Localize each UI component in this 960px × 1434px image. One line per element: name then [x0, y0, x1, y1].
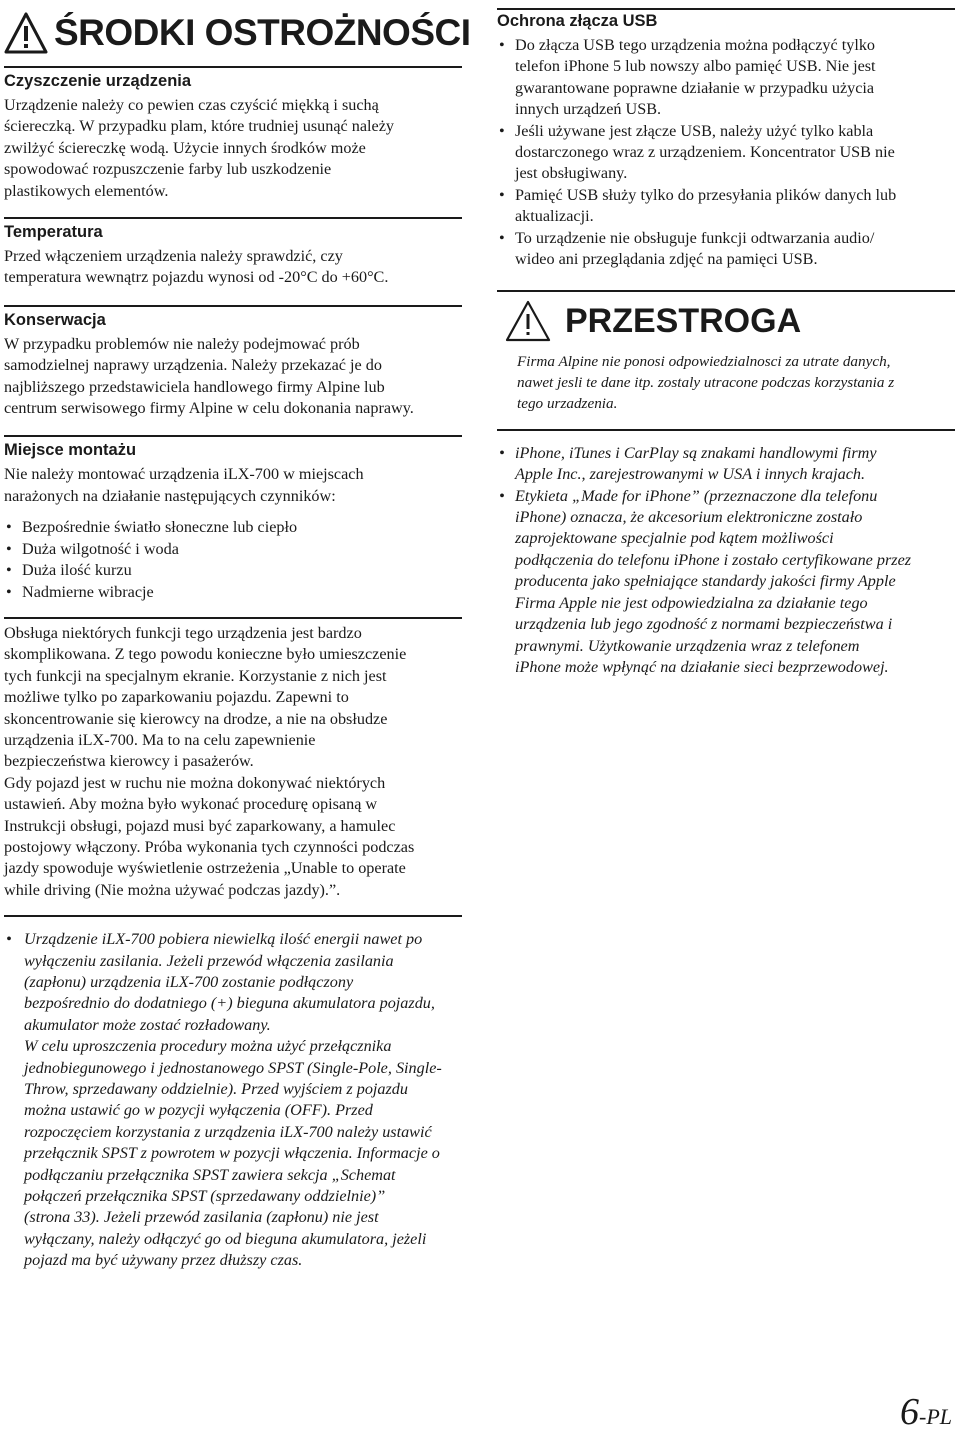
text-line: gwarantowane poprawne działanie w przypadku użycia: [515, 78, 875, 97]
text-line: iPhone może wpłynąć na działanie sieci bezprzewodowej.: [515, 657, 889, 676]
text-line: postojowy włączony. Próba wykonania tych czynności podczas: [4, 837, 415, 856]
text-line: tego urzadzenia.: [517, 395, 618, 413]
section-title-maintenance: Konserwacja: [4, 310, 106, 329]
text-line: Throw, sprzedawany oddzielnie). Przed wyjściem z pojazdu: [24, 1080, 408, 1099]
mounting-conditions-list: [4, 517, 462, 603]
text-line: Gdy pojazd jest w ruchu nie można dokonywać niektórych: [4, 773, 386, 792]
text-line: jednobiegunowego i jednostanowego SPST (Single-Pole, Single-: [24, 1058, 442, 1077]
text-line: W celu uproszczenia procedury można użyć przełącznika: [24, 1037, 392, 1056]
text-line: • iPhone, iTunes i CarPlay są znakami handlowymi firmy: [515, 443, 877, 462]
text-line: (strona 33). Jeżeli przewód zasilania (zapłonu) nie jest: [24, 1208, 379, 1227]
list-item: [4, 929, 462, 1272]
right-column: [497, 0, 955, 678]
text-line: pojazd ma być używany przez dłuższy czas.: [24, 1251, 303, 1270]
page-number: [900, 1390, 952, 1434]
text-line: Firma Apple nie jest odpowiedzialna za działanie tego: [515, 593, 868, 612]
list-item: • Bezpośrednie światło słoneczne lub ciepło: [4, 517, 462, 538]
text-line: Firma Alpine nie ponosi odpowiedzialnosci za utrate danych,: [517, 353, 891, 371]
list-item: [497, 228, 955, 271]
text-line: bezpośrednio do dodatniego (+) bieguna akumulatora pojazdu,: [24, 994, 435, 1013]
caution-title: PRZESTROGA: [565, 301, 802, 340]
text-line: rozpoczęciem korzystania z urządzenia iLX-700 należy ustawić: [24, 1122, 432, 1141]
text-line: Urządzenie należy co pewien czas czyścić miękką i suchą: [4, 96, 379, 114]
page-number-value: 6: [900, 1391, 919, 1433]
section-title-mounting: Miejsce montażu: [4, 441, 137, 460]
text-line: iPhone) oznacza, że akcesorium elektroniczne zostało: [515, 508, 863, 527]
text-line: while driving (Nie można używać podczas jazdy).”.: [4, 880, 341, 899]
section-maintenance: [4, 305, 462, 420]
cleaning-text: [4, 95, 462, 202]
text-line: bezpieczeństwa kierowcy i pasażerów.: [4, 752, 254, 771]
text-line: aktualizacji.: [515, 207, 594, 226]
section-caution: [497, 290, 955, 414]
text-line: przełącznik SPST z powrotem w pozycji włączenia. Informacje o: [24, 1144, 440, 1163]
section-mounting: [4, 435, 462, 602]
text-line: spowodować rozpuszczenie farby lub uszkodzenie: [4, 160, 332, 179]
section-title-usb: Ochrona złącza USB: [497, 12, 658, 30]
text-line: (zapłonu) urządzenia iLX-700 zostanie podłączony: [24, 973, 354, 991]
left-column: [4, 0, 471, 1272]
section-usb: [497, 8, 955, 270]
operation-text: [4, 623, 462, 901]
trademarks-list: [497, 443, 955, 678]
text-line: urządzenia iLX-700. Ma to na celu zapewnienie: [4, 730, 316, 749]
caution-text: [497, 352, 955, 414]
section-temperature: [4, 217, 462, 289]
text-line: można ustawić go w pozycji wyłączenia (OFF). Przed: [24, 1101, 373, 1120]
power-note-list: [4, 929, 462, 1272]
list-item: [497, 443, 955, 486]
text-line: nawet jesli te dane itp. zostaly utracone podczas korzystania z: [517, 374, 895, 392]
text-line: Instrukcji obsługi, pojazd musi być zaparkowany, a hamulec: [4, 816, 396, 835]
text-line: • To urządzenie nie obsługuje funkcji odtwarzania audio/: [515, 228, 875, 247]
text-line: podłączaniu przełącznika SPST zawiera sekcja „Schemat: [24, 1165, 396, 1184]
text-line: • Jeśli używane jest złącze USB, należy użyć tylko kabla: [515, 121, 874, 140]
list-item: [497, 35, 955, 121]
text-line: Apple Inc., zarejestrowanymi w USA i innych krajach.: [515, 465, 866, 484]
text-line: urządzenia lub jego zgodność z normami bezpieczeństwa i: [515, 615, 893, 634]
text-line: temperatura wewnątrz pojazdu wynosi od -20°C do +60°C.: [4, 268, 389, 287]
text-line: ustawień. Aby można było wykonać procedurę opisaną w: [4, 795, 378, 814]
text-line: zaprojektowane specjalnie pod kątem możliwości: [515, 529, 834, 548]
text-line: jazdy spowoduje wyświetlenie ostrzeżenia „Unable to operate: [4, 859, 406, 878]
text-line: wyłączany, należy odłączyć go od bieguna akumulatora, jeżeli: [24, 1229, 427, 1248]
text-line: zwilżyć ściereczkę wodą. Użycie innych środków może: [4, 138, 366, 157]
text-line: • Pamięć USB służy tylko do przesyłania plików danych lub: [515, 185, 897, 204]
warning-triangle-icon: [505, 299, 551, 343]
temperature-text: [4, 246, 462, 289]
text-line: skomplikowana. Z tego powodu konieczne było umieszczenie: [4, 645, 407, 664]
text-line: W przypadku problemów nie należy podejmować prób: [4, 334, 360, 353]
section-operation: [4, 617, 462, 901]
text-line: akumulator może zostać rozładowany.: [24, 1015, 271, 1034]
caution-heading: [497, 292, 955, 350]
section-trademarks: [497, 429, 955, 678]
page-title: [4, 6, 471, 60]
usb-list: [497, 35, 955, 270]
text-line: centrum serwisowego firmy Alpine w celu dokonania naprawy.: [4, 399, 414, 418]
text-line: tych funkcji na specjalnym ekranie. Korzystanie z nich jest: [4, 666, 387, 685]
text-line: możliwe tylko po zaparkowaniu pojazdu. Zapewni to: [4, 688, 349, 707]
text-line: prawnymi. Użytkowanie urządzenia wraz z telefonem: [515, 636, 860, 655]
list-item: • Nadmierne wibracje: [4, 582, 462, 603]
text-line: dostarczonego wraz z urządzeniem. Koncentrator USB nie: [515, 143, 895, 162]
text-line: ściereczką. W przypadku plam, które trudniej usunąć należy: [4, 117, 394, 136]
text-line: jest obsługiwany.: [515, 164, 628, 183]
text-line: wideo ani przeglądania zdjęć na pamięci USB.: [515, 250, 818, 269]
section-cleaning: [4, 66, 462, 202]
list-item: • Duża ilość kurzu: [4, 560, 462, 581]
text-line: Nie należy montować urządzenia iLX-700 w miejscach: [4, 465, 364, 484]
mounting-text: [4, 464, 462, 507]
text-line: Obsługa niektórych funkcji tego urządzenia jest bardzo: [4, 623, 362, 642]
list-item: [497, 185, 955, 228]
text-line: producenta jako spełniające standardy jakości firmy Apple: [515, 572, 896, 591]
text-line: narażonych na działanie następujących czynników:: [4, 486, 336, 505]
text-line: samodzielnej naprawy urządzenia. Należy przekazać je do: [4, 356, 382, 375]
text-line: połączeń przełącznika SPST (sprzedawany oddzielnie)”: [24, 1187, 386, 1206]
list-item: • Duża wilgotność i woda: [4, 539, 462, 560]
page-number-suffix: -PL: [919, 1404, 952, 1429]
page-title-text: ŚRODKI OSTROŻNOŚCI: [54, 12, 471, 53]
text-line: skoncentrowanie się kierowcy na drodze, a nie na obsłudze: [4, 709, 388, 728]
text-line: Przed włączeniem urządzenia należy sprawdzić, czy: [4, 247, 343, 266]
text-line: • Urządzenie iLX-700 pobiera niewielką ilość energii nawet po: [24, 930, 423, 949]
text-line: innych urządzeń USB.: [515, 100, 662, 119]
text-line: plastikowych elementów.: [4, 181, 169, 200]
text-line: telefon iPhone 5 lub nowszy albo pamięć USB. Nie jest: [515, 57, 876, 76]
text-line: • Do złącza USB tego urządzenia można podłączyć tylko: [515, 36, 876, 54]
section-power-note: [4, 915, 462, 1272]
maintenance-text: [4, 334, 462, 420]
text-line: wyłączeniu zasilania. Jeżeli przewód włączenia zasilania: [24, 951, 394, 970]
warning-triangle-icon: [4, 11, 48, 55]
text-line: • Etykieta „Made for iPhone” (przeznaczone dla telefonu: [515, 486, 878, 505]
section-title-temperature: Temperatura: [4, 223, 103, 242]
list-item: [497, 121, 955, 185]
section-title-cleaning: Czyszczenie urządzenia: [4, 72, 192, 90]
list-item: [497, 486, 955, 679]
text-line: podłączenia do telefonu iPhone i zostało certyfikowane przez: [515, 550, 912, 569]
text-line: najbliższego przedstawiciela handlowego firmy Alpine lub: [4, 377, 385, 396]
